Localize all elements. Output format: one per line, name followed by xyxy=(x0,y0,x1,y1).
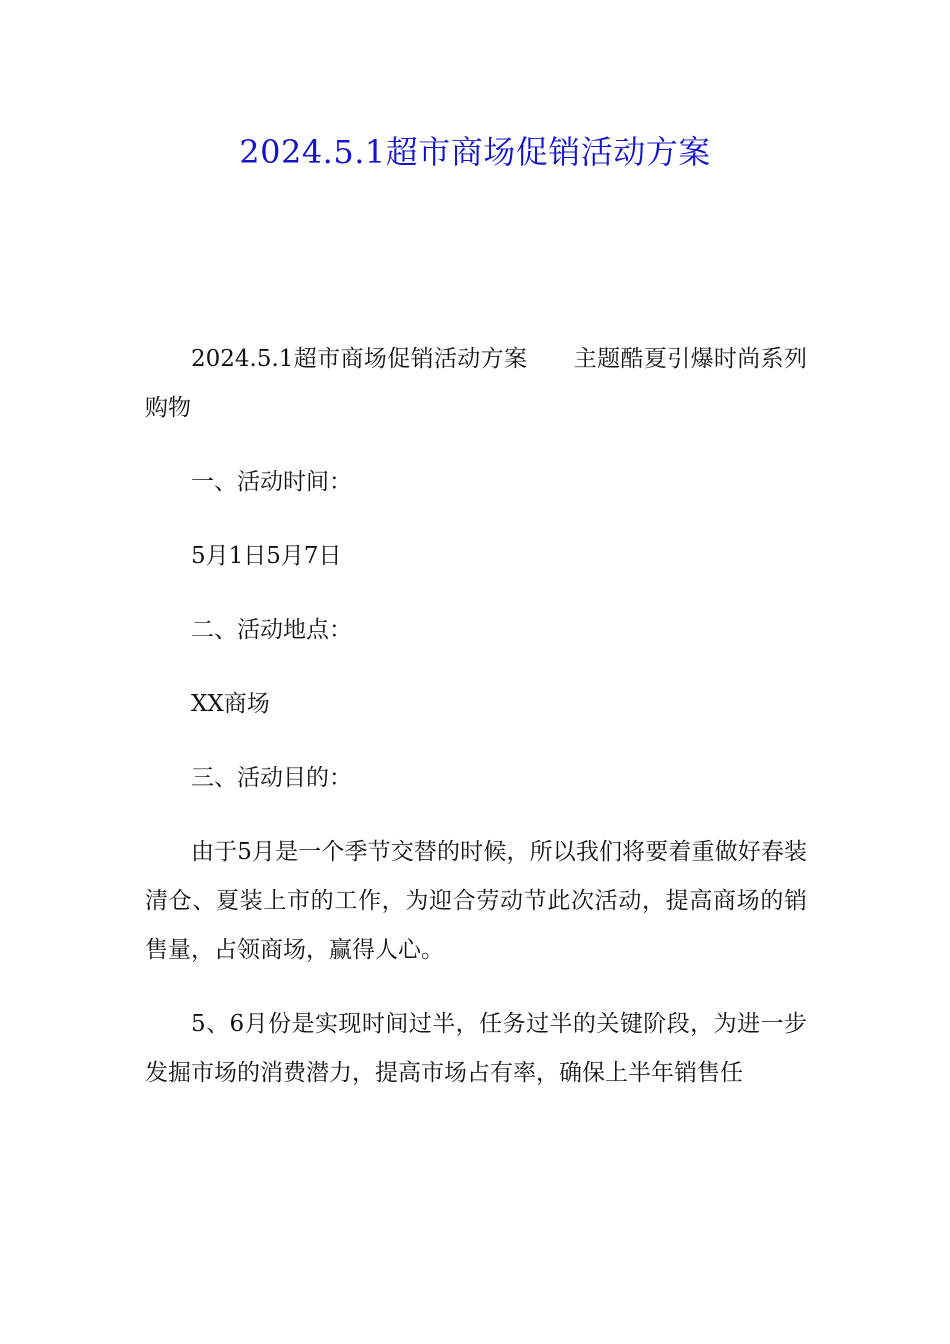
heading-activity-time: 一、活动时间： xyxy=(191,469,352,495)
activity-time-value: 5月1日5月7日 xyxy=(191,543,342,569)
activity-location-value: XX商场 xyxy=(191,691,270,717)
paragraph-intro xyxy=(145,335,807,433)
intro-title-text: 2024.5.1超市商场促销活动方案 xyxy=(191,346,528,372)
paragraph-purpose-1: 由于5月是一个季节交替的时候，所以我们将要着重做好春装清仓、夏装上市的工作，为迎合劳动节此次活动，提高商场的销售量，占领商场，赢得人心。 xyxy=(145,839,807,963)
document-title: 2024.5.1超市商场促销活动方案 xyxy=(239,133,711,171)
intro-theme-text: 主题酷夏引爆时尚系列购物 xyxy=(145,346,808,421)
heading-activity-purpose: 三、活动目的： xyxy=(191,765,352,791)
paragraph-purpose-2: 5、6月份是实现时间过半，任务过半的关键阶段，为进一步发掘市场的消费潜力，提高市场占有率，确保上半年销售任 xyxy=(145,1011,807,1086)
document-body xyxy=(145,335,807,1123)
heading-activity-location: 二、活动地点： xyxy=(191,617,352,643)
